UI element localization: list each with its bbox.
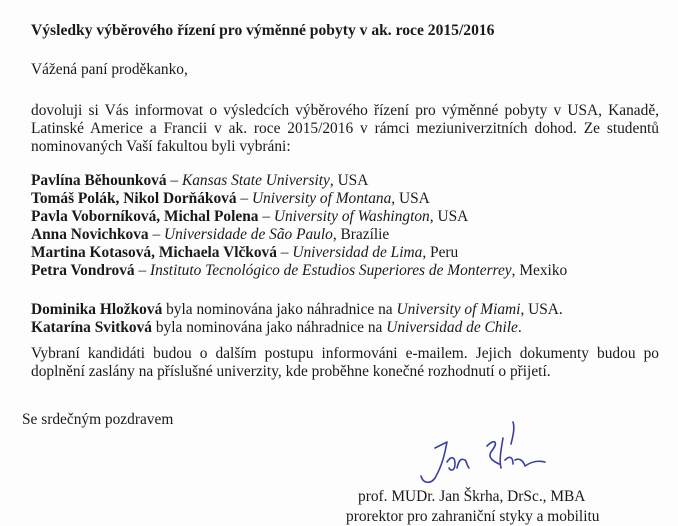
university: Universidad de Chile [386,319,518,336]
selected-item [31,172,368,190]
country: , Brazílie [332,226,390,243]
student-names: Pavlína Běhounková [31,172,167,189]
selected-item [31,226,389,244]
substitute-name: Dominika Hložková [31,301,163,318]
student-names: Anna Novichkova [31,226,149,243]
country: , Mexiko [511,262,568,279]
selected-item [31,208,468,226]
signatory-name: prof. MUDr. Jan Škrha, DrSc., MBA [358,488,586,505]
selected-item [31,262,567,280]
student-names: Martina Kotasová, Michaela Vlčková [31,244,277,261]
closing: Se srdečným pozdravem [22,411,174,428]
country: , Peru [422,244,459,261]
salutation: Vážená paní proděkanko, [31,61,188,78]
intro-paragraph: dovoluji si Vás informovat o výsledcích výběrového řízení pro výměnné pobyty v USA, Kanadě, Latinské Americe a Francii v ak. roce 2015/2016 v rámci meziuniverzitních dohod. Ze studentů nominovaných Vaší fakultou byli vybráni: [31,102,659,155]
country: , USA. [520,301,563,318]
student-names: Petra Vondrová [31,262,135,279]
selected-item [31,244,458,262]
substitute-text: byla nominována jako náhradnice na [152,319,387,336]
handwritten-signature [395,418,555,498]
university: University of Miami [396,301,521,318]
country: , USA [329,172,369,189]
info-paragraph: Vybraní kandidáti budou o dalším postupu informováni e-mailem. Jejich dokumenty budou po doplnění zaslány na příslušné univerzity, kde proběhne konečné rozhodnutí o přijetí. [31,345,659,380]
university: Kansas State University [181,172,330,189]
country: , USA [429,208,469,225]
university: University of Washington [273,208,430,225]
substitute-item [31,301,563,319]
separator: – [148,226,164,243]
country: . [517,319,522,336]
university: Universidad de Lima [292,244,423,261]
country: , USA [391,190,430,207]
student-names: Pavla Voborníková, Michal Polena [31,208,259,225]
substitute-name: Katarína Svitková [31,319,152,336]
separator: – [134,262,150,279]
separator: – [236,190,252,207]
separator: – [166,172,182,189]
university: Universidade de São Paulo [164,226,333,243]
substitute-text: byla nominována jako náhradnice na [162,301,397,318]
student-names: Tomáš Polák, Nikol Dorňáková [31,190,237,207]
signatory-role: prorektor pro zahraniční styky a mobilitu [346,508,600,525]
substitute-item [31,319,522,337]
separator: – [258,208,274,225]
university: Instituto Tecnológico de Estudios Superiores de Monterrey [150,262,512,279]
separator: – [276,244,293,261]
selected-item [31,190,430,208]
letter-title: Výsledky výběrového řízení pro výměnné pobyty v ak. roce 2015/2016 [31,22,495,39]
university: University of Montana [251,190,392,207]
